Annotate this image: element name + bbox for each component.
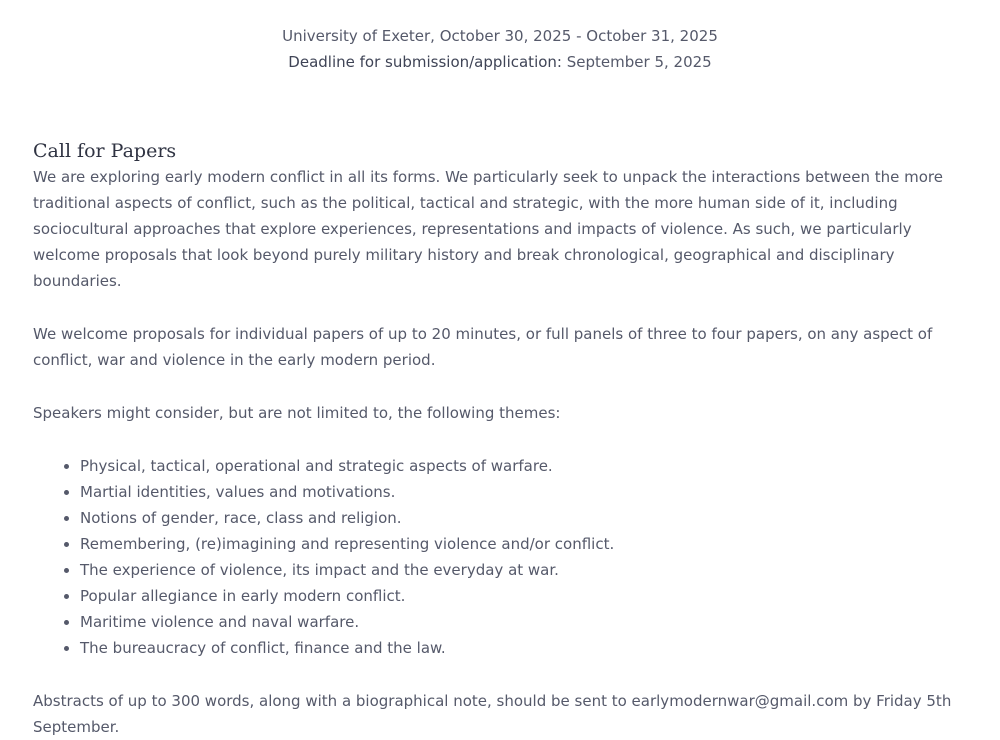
deadline-label: Deadline for submission/application: bbox=[288, 53, 562, 71]
cfp-heading: Call for Papers bbox=[33, 140, 177, 162]
event-location-dates: University of Exeter, October 30, 2025 - October 31, 2025 bbox=[282, 27, 718, 45]
event-meta bbox=[0, 23, 1000, 75]
theme-item: • Martial identities, values and motivations. bbox=[80, 479, 968, 505]
theme-item: • Physical, tactical, operational and strategic aspects of warfare. bbox=[80, 453, 968, 479]
cfp-intro-paragraph: We are exploring early modern conflict in all its forms. We particularly seek to unpack the interactions between the more traditional aspects of conflict, such as the political, tactical and strategic, with the more human side of it, including sociocultural approaches that explore experiences, representations and impacts of violence. As such, we particularly welcome proposals that look beyond purely military history and break chronological, geographical and disciplinary boundaries. bbox=[33, 168, 943, 290]
theme-item: • The experience of violence, its impact and the everyday at war. bbox=[80, 557, 968, 583]
cfp-proposals-paragraph: We welcome proposals for individual papers of up to 20 minutes, or full panels of three to four papers, on any aspect of conflict, war and violence in the early modern period. bbox=[33, 325, 933, 369]
cfp-themes-intro: Speakers might consider, but are not limited to, the following themes: bbox=[33, 404, 561, 422]
theme-item: • Popular allegiance in early modern conflict. bbox=[80, 583, 968, 609]
event-deadline bbox=[0, 49, 1000, 75]
deadline-value: September 5, 2025 bbox=[566, 53, 712, 71]
theme-item: • The bureaucracy of conflict, finance and the law. bbox=[80, 635, 968, 661]
themes-list bbox=[33, 453, 968, 661]
theme-item: • Maritime violence and naval warfare. bbox=[80, 609, 968, 635]
cfp-content bbox=[33, 138, 968, 740]
cfp-abstracts-paragraph: Abstracts of up to 300 words, along with a biographical note, should be sent to earlymodernwar@gmail.com by Friday 5th September. bbox=[33, 692, 952, 736]
theme-item: • Notions of gender, race, class and religion. bbox=[80, 505, 968, 531]
theme-item: • Remembering, (re)imagining and representing violence and/or conflict. bbox=[80, 531, 968, 557]
